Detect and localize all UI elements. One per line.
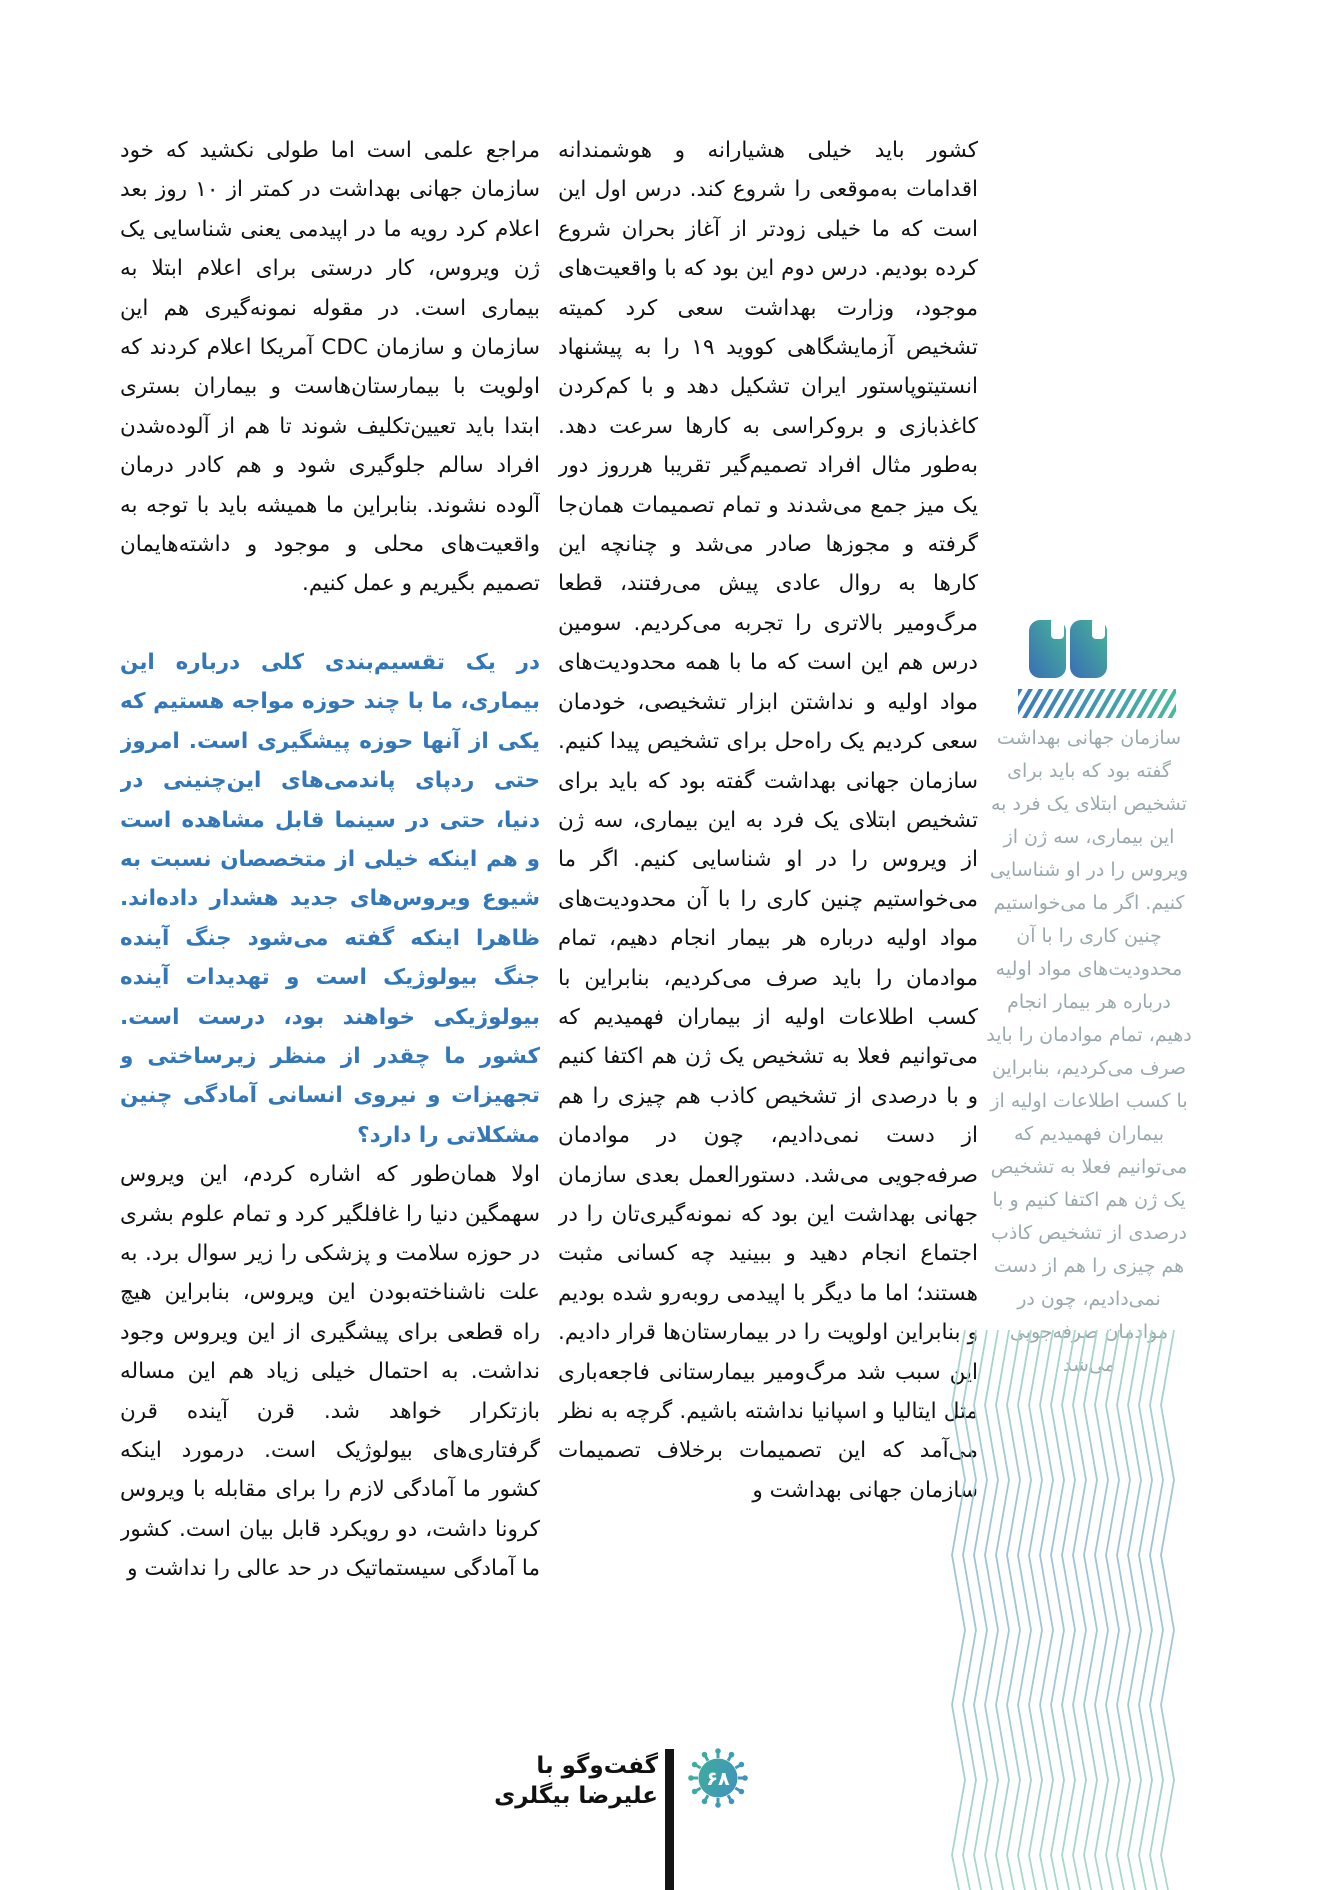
pull-quote-text: سازمان جهانی بهداشت گفته بود که باید برای تشخیص ابتلای یک فرد به این بیماری، سه ژن از ویروس را در او شناسایی کنیم. اگر ما می‌خواستیم چنین کاری را با آن محدودیت‌های مواد اولیه درباره هر بیمار انجام دهیم، تمام موادمان را باید صرف می‌کردیم، بنابراین با کسب اطلاعات اولیه از بیماران فهمیدیم که می‌توانیم فعلا به تشخیص یک ژن هم اکتفا کنیم و با درصدی از تشخیص کاذب هم چیزی را هم از دست نمی‌دادیم، چون در موادمان صرفه‌جویی می‌شد (986, 727, 1192, 1376)
hatch-stripe-divider (1018, 689, 1176, 718)
double-quote-icon (1029, 618, 1109, 680)
paragraph-gap (120, 604, 540, 643)
interview-answer: اولا همان‌طور که اشاره کردم، این ویروس سهمگین دنیا را غافلگیر کرد و تمام علوم بشری در حوزه سلامت و پزشکی را زیر سوال برد. به علت ناشناخته‌بودن این ویروس، بنابراین هیچ راه قطعی برای پیشگیری از این ویروس وجود نداشت. به احتمال خیلی زیاد هم این مساله بازتکرار خواهد شد. قرن آینده قرن گرفتاری‌های بیولوژیک است. درمورد اینکه کشور ما آمادگی لازم را برای مقابله با ویروس کرونا داشت، دو رویکرد قابل بیان است. کشور ما آمادگی سیستماتیک در حد عالی را نداشت و (120, 1162, 540, 1582)
body-paragraph: کشور باید خیلی هشیارانه و هوشمندانه اقدامات به‌موقعی را شروع کند. درس اول این است که ما خیلی زودتر از آغاز بحران شروع کرده بودیم. درس دوم این بود که با واقعیت‌های موجود، وزارت بهداشت سعی کرد کمیته تشخیص آزمایشگاهی کووید ۱۹ را به پیشنهاد انستیتوپاستور ایران تشکیل دهد و با کم‌کردن کاغذبازی و بروکراسی به کارها سرعت دهد. به‌طور مثال افراد تصمیم‌گیر تقریبا هرروز دور یک میز جمع می‌شدند و تمام تصمیمات همان‌جا گرفته و مجوزها صادر می‌شد و چنانچه این کارها به روال عادی پیش می‌رفتند، قطعا مرگ‌ومیر بالاتری را تجربه می‌کردیم. سومین درس هم این است که ما با همه محدودیت‌های مواد اولیه و نداشتن ابزار تشخیصی، خودمان سعی کردیم یک راه‌حل برای تشخیص پیدا کنیم. سازمان جهانی بهداشت گفته بود که باید برای تشخیص ابتلای یک فرد به این بیماری، سه ژن از ویروس را در او شناسایی کنیم. اگر ما می‌خواستیم چنین کاری را با آن محدودیت‌های مواد اولیه درباره هر بیمار انجام دهیم، تمام موادمان را باید صرف می‌کردیم، بنابراین با کسب اطلاعات اولیه از بیماران فهمیدیم که می‌توانیم فعلا به تشخیص یک ژن هم اکتفا کنیم و با درصدی از تشخیص کاذب هم چیزی را هم از دست نمی‌دادیم، چون در موادمان صرفه‌جویی می‌شد. دستورالعمل بعدی سازمان جهانی بهداشت این بود که نمونه‌گیری‌تان را در اجتماع انجام دهید و ببینید چه کسانی مثبت هستند؛ اما ما دیگر با اپیدمی روبه‌رو شده بودیم و بنابراین اولویت را در بیمارستان‌ها قرار دادیم. این سبب شد مرگ‌ومیر بیمارستانی فاجعه‌باری مثل ایتالیا و اسپانیا نداشته باشیم. گرچه به نظر می‌آمد که این تصمیمات برخلاف تصمیمات سازمان جهانی بهداشت و (558, 138, 978, 1503)
interview-question: در یک تقسیم‌بندی کلی درباره این بیماری، ما با چند حوزه مواجه هستیم که یکی از آنها حوزه پیشگیری است. امروز حتی ردپای پاندمی‌های این‌چنینی در دنیا، حتی در سینما قابل مشاهده است و هم اینکه خیلی از متخصصان نسبت به شیوع ویروس‌های جدید هشدار داده‌اند. ظاهرا اینکه گفته می‌شود جنگ آینده جنگ بیولوژیک است و تهدیدات آینده بیولوژیکی خواهند بود، درست است. کشور ما چقدر از منظر زیرساختی و تجهیزات و نیروی انسانی آمادگی چنین مشکلاتی را دارد؟ (120, 649, 540, 1148)
pull-quote-sidebar (985, 618, 1193, 1376)
virus-icon (686, 1746, 750, 1810)
body-column-right (558, 131, 978, 1753)
body-paragraph: مراجع علمی است اما طولی نکشید که خود سازمان جهانی بهداشت در کمتر از ۱۰ روز بعد اعلام کرد رویه ما در اپیدمی یعنی شناسایی یک ژن ویروس، کار درستی برای اعلام ابتلا به بیماری است. در مقوله نمونه‌گیری هم این سازمان و سازمان CDC آمریکا اعلام کردند که اولویت با بیمارستان‌هاست و بیماران بستری ابتدا باید تعیین‌تکلیف شوند تا هم از آلوده‌شدن افراد سالم جلوگیری شود و هم کادر درمان آلوده نشوند. بنابراین ما همیشه باید با توجه به واقعیت‌های محلی و موجود و داشته‌هایمان تصمیم بگیریم و عمل کنیم. (120, 138, 540, 597)
page-number: ۶۸ (706, 1768, 730, 1790)
footer-caption (430, 1751, 658, 1811)
footer-divider-bar (665, 1749, 674, 1890)
body-column-left (120, 131, 540, 1765)
zigzag-pattern (951, 1330, 1175, 1890)
footer-caption-line1: گفت‌وگو با (536, 1753, 658, 1779)
footer-caption-line2: علیرضا بیگلری (494, 1783, 658, 1809)
